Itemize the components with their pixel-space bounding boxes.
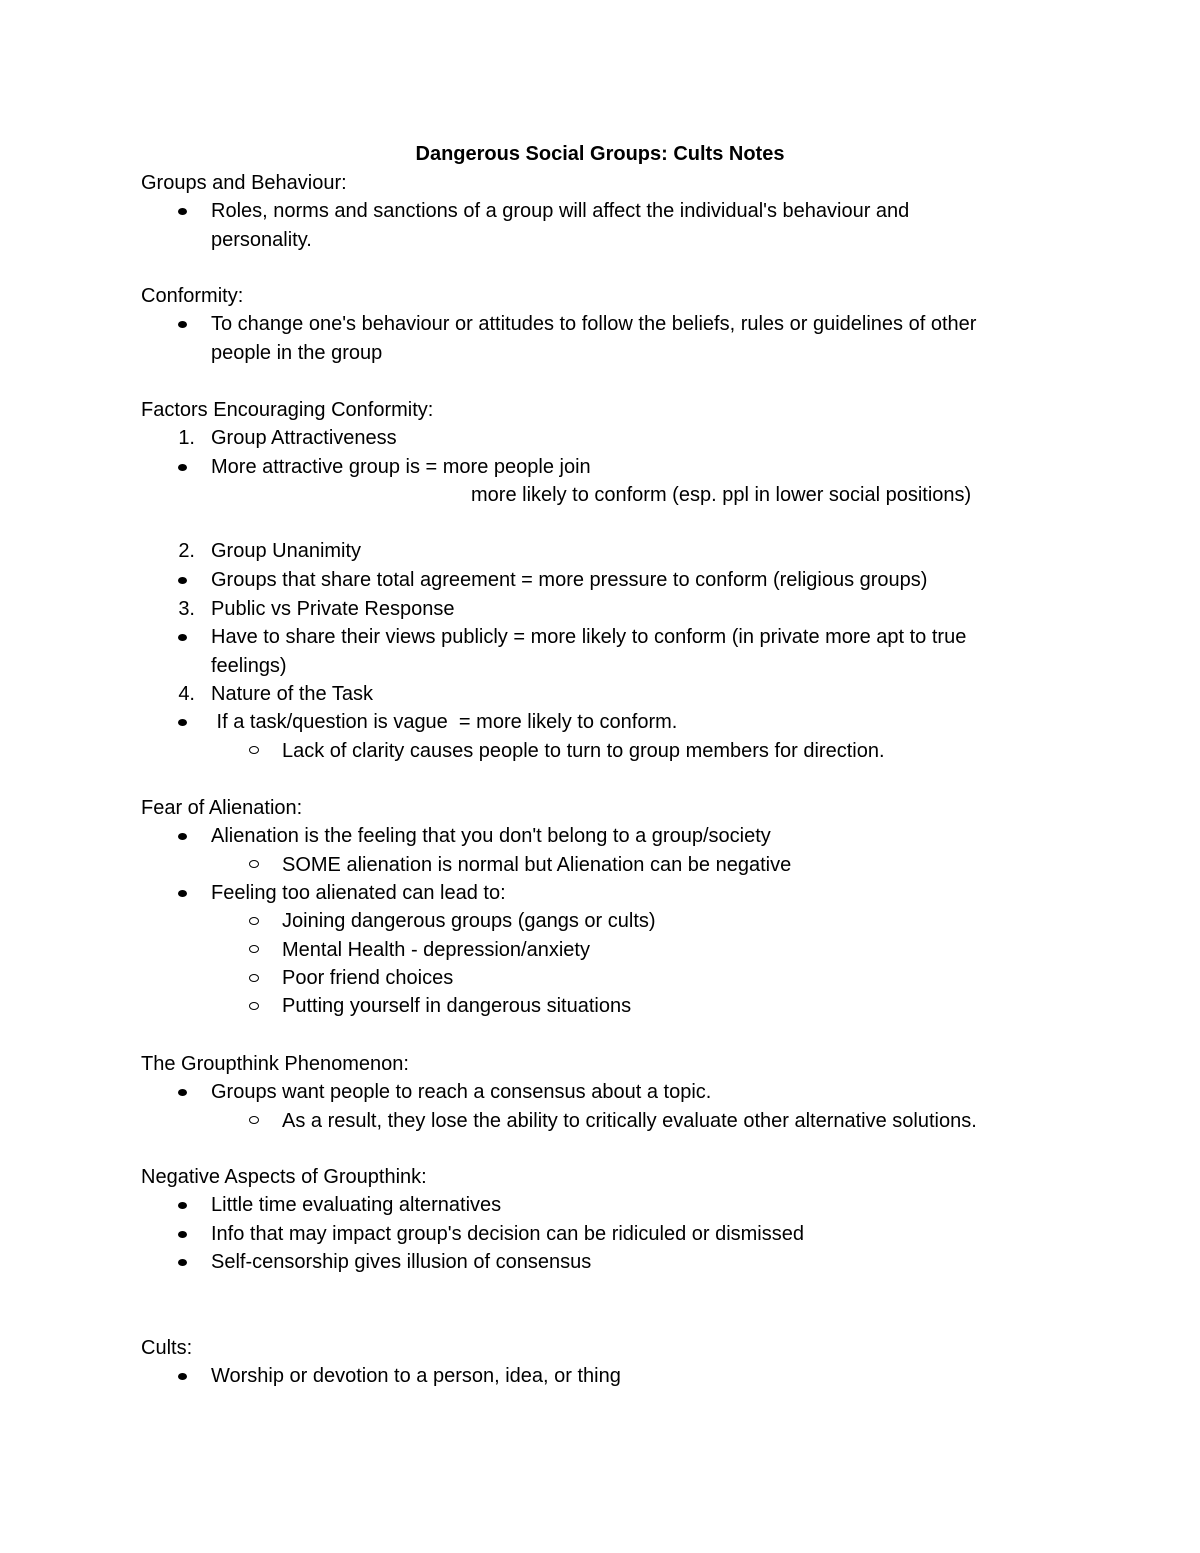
bullet-icon [178,577,187,584]
numbered-item: Nature of the Task [211,683,373,705]
list-item: More attractive group is = more people join [211,456,591,478]
hollow-bullet-icon [249,974,259,982]
hollow-bullet-icon [249,917,259,925]
sub-list-item: Lack of clarity causes people to turn to group members for direction. [282,740,885,762]
list-item: Groups that share total agreement = more pressure to conform (religious groups) [211,569,928,591]
hollow-bullet-icon [249,1116,259,1124]
list-number: 3. [178,598,195,620]
bullet-icon [178,208,187,215]
bullet-icon [178,719,187,726]
heading-factors-conformity: Factors Encouraging Conformity: [141,399,434,421]
list-item: Feeling too alienated can lead to: [211,882,506,904]
hollow-bullet-icon [249,1002,259,1010]
list-item: Info that may impact group's decision can be ridiculed or dismissed [211,1223,804,1245]
sub-list-item: Poor friend choices [282,967,454,989]
hollow-bullet-icon [249,945,259,953]
list-item: Worship or devotion to a person, idea, or thing [211,1365,621,1387]
bullet-icon [178,890,187,897]
list-item: If a task/question is vague = more likely to conform. [211,711,678,733]
hollow-bullet-icon [249,746,259,754]
list-item-continuation: personality. [211,229,312,251]
numbered-item: Group Unanimity [211,540,362,562]
list-item-continuation: more likely to conform (esp. ppl in lower social positions) [471,484,972,506]
bullet-icon [178,321,187,328]
bullet-icon [178,1089,187,1096]
heading-fear-alienation: Fear of Alienation: [141,797,303,819]
list-item: To change one's behaviour or attitudes to follow the beliefs, rules or guidelines of other [211,313,977,335]
list-item: Alienation is the feeling that you don't belong to a group/society [211,825,771,847]
list-number: 4. [178,683,195,705]
sub-list-item: SOME alienation is normal but Alienation can be negative [282,854,792,876]
heading-conformity: Conformity: [141,285,244,307]
bullet-icon [178,464,187,471]
numbered-item: Group Attractiveness [211,427,397,449]
bullet-icon [178,1373,187,1380]
bullet-icon [178,833,187,840]
list-item-continuation: people in the group [211,342,383,364]
heading-cults: Cults: [141,1337,193,1359]
bullet-icon [178,634,187,641]
list-item-continuation: feelings) [211,655,287,677]
bullet-icon [178,1259,187,1266]
list-item: Groups want people to reach a consensus about a topic. [211,1081,712,1103]
list-item: Little time evaluating alternatives [211,1194,502,1216]
heading-negative-groupthink: Negative Aspects of Groupthink: [141,1166,427,1188]
list-item: Self-censorship gives illusion of consensus [211,1251,592,1273]
list-item: Roles, norms and sanctions of a group will affect the individual's behaviour and [211,200,910,222]
list-item: Have to share their views publicly = more likely to conform (in private more apt to true [211,626,967,648]
document-title: Dangerous Social Groups: Cults Notes [415,143,785,165]
bullet-icon [178,1231,187,1238]
bullet-icon [178,1202,187,1209]
sub-list-item: Mental Health - depression/anxiety [282,939,590,961]
sub-list-item: As a result, they lose the ability to critically evaluate other alternative solutions. [282,1110,977,1132]
hollow-bullet-icon [249,860,259,868]
numbered-item: Public vs Private Response [211,598,455,620]
sub-list-item: Joining dangerous groups (gangs or cults) [282,910,656,932]
sub-list-item: Putting yourself in dangerous situations [282,995,632,1017]
heading-groupthink: The Groupthink Phenomenon: [141,1053,409,1075]
list-number: 2. [178,540,195,562]
list-number: 1. [178,427,195,449]
heading-groups-behaviour: Groups and Behaviour: [141,172,347,194]
